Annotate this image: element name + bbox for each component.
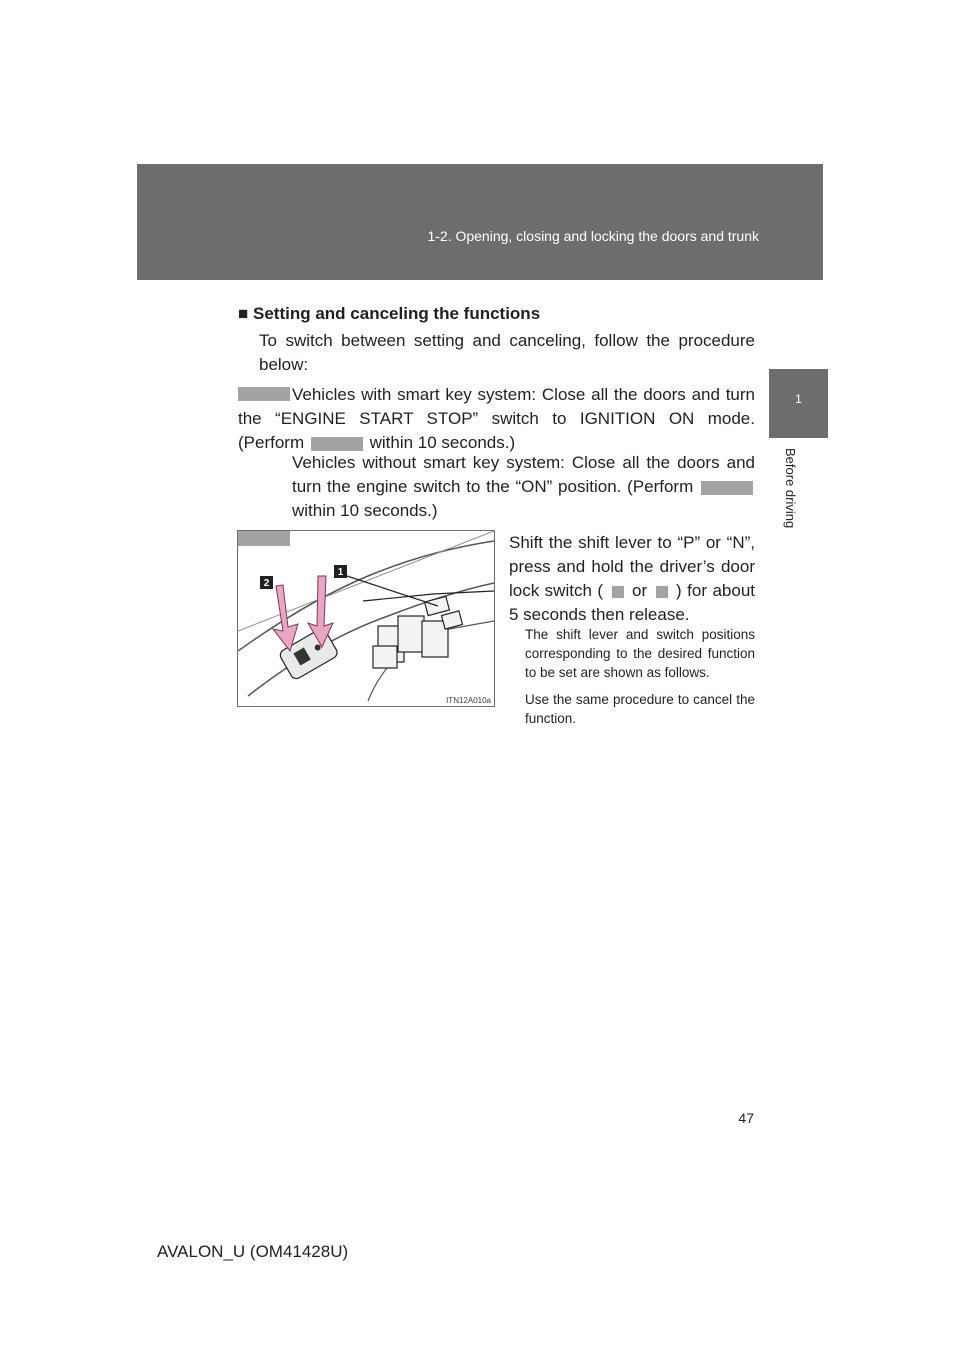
callout-1-reference <box>612 586 624 598</box>
page-number: 47 <box>738 1110 754 1126</box>
step-2 <box>292 451 755 523</box>
chapter-number: 1 <box>795 392 802 406</box>
step-2-text: Vehicles without smart key system: Close all the doors and turn the engine switch to the “ON” position. (Perform <box>292 453 755 496</box>
step-reference-badge <box>311 437 363 451</box>
callout-2: 2 <box>263 578 270 589</box>
figure-code: ITN12A010a <box>446 696 491 705</box>
step-badge-2 <box>238 531 290 546</box>
note-1: The shift lever and switch positions corresponding to the desired function to be set are shown as follows. <box>525 627 755 680</box>
door-switch-figure <box>237 530 495 707</box>
step-reference-badge <box>701 481 753 495</box>
manual-id: AVALON_U (OM41428U) <box>157 1242 349 1261</box>
window-switch-cluster <box>373 596 463 668</box>
section-title: 1-2. Opening, closing and locking the doors and trunk <box>427 228 759 244</box>
step-3-prefix: Shift the shift lever to “P” or “N”, press and hold the driver’s door lock switch ( <box>509 533 755 600</box>
chapter-tab[interactable] <box>769 369 828 438</box>
notes <box>525 625 755 736</box>
chapter-label: Before driving <box>783 448 798 529</box>
heading-bullet: ■ <box>238 304 249 323</box>
callout-2-reference <box>656 586 668 598</box>
callout-1: 1 <box>337 567 344 578</box>
step-1-suffix: within 10 seconds.) <box>369 433 516 452</box>
step-3-suffix: ) for about 5 seconds then release. <box>509 581 755 624</box>
header-bar <box>137 164 823 280</box>
door-panel-illustration <box>238 531 494 706</box>
step-3 <box>509 531 755 627</box>
note-2: Use the same procedure to cancel the function. <box>525 692 755 726</box>
step-1-text: Vehicles with smart key system: Close all the doors and turn the “ENGINE START STOP” switch to IGNITION ON mode. (Perform <box>238 385 755 452</box>
heading-text: Setting and canceling the functions <box>253 304 541 323</box>
section-heading <box>238 304 540 324</box>
intro-paragraph: To switch between setting and canceling, follow the procedure below: <box>259 331 755 374</box>
step-1 <box>238 383 755 455</box>
step-2-suffix: within 10 seconds.) <box>292 501 438 520</box>
step-3-or: or <box>631 581 648 600</box>
